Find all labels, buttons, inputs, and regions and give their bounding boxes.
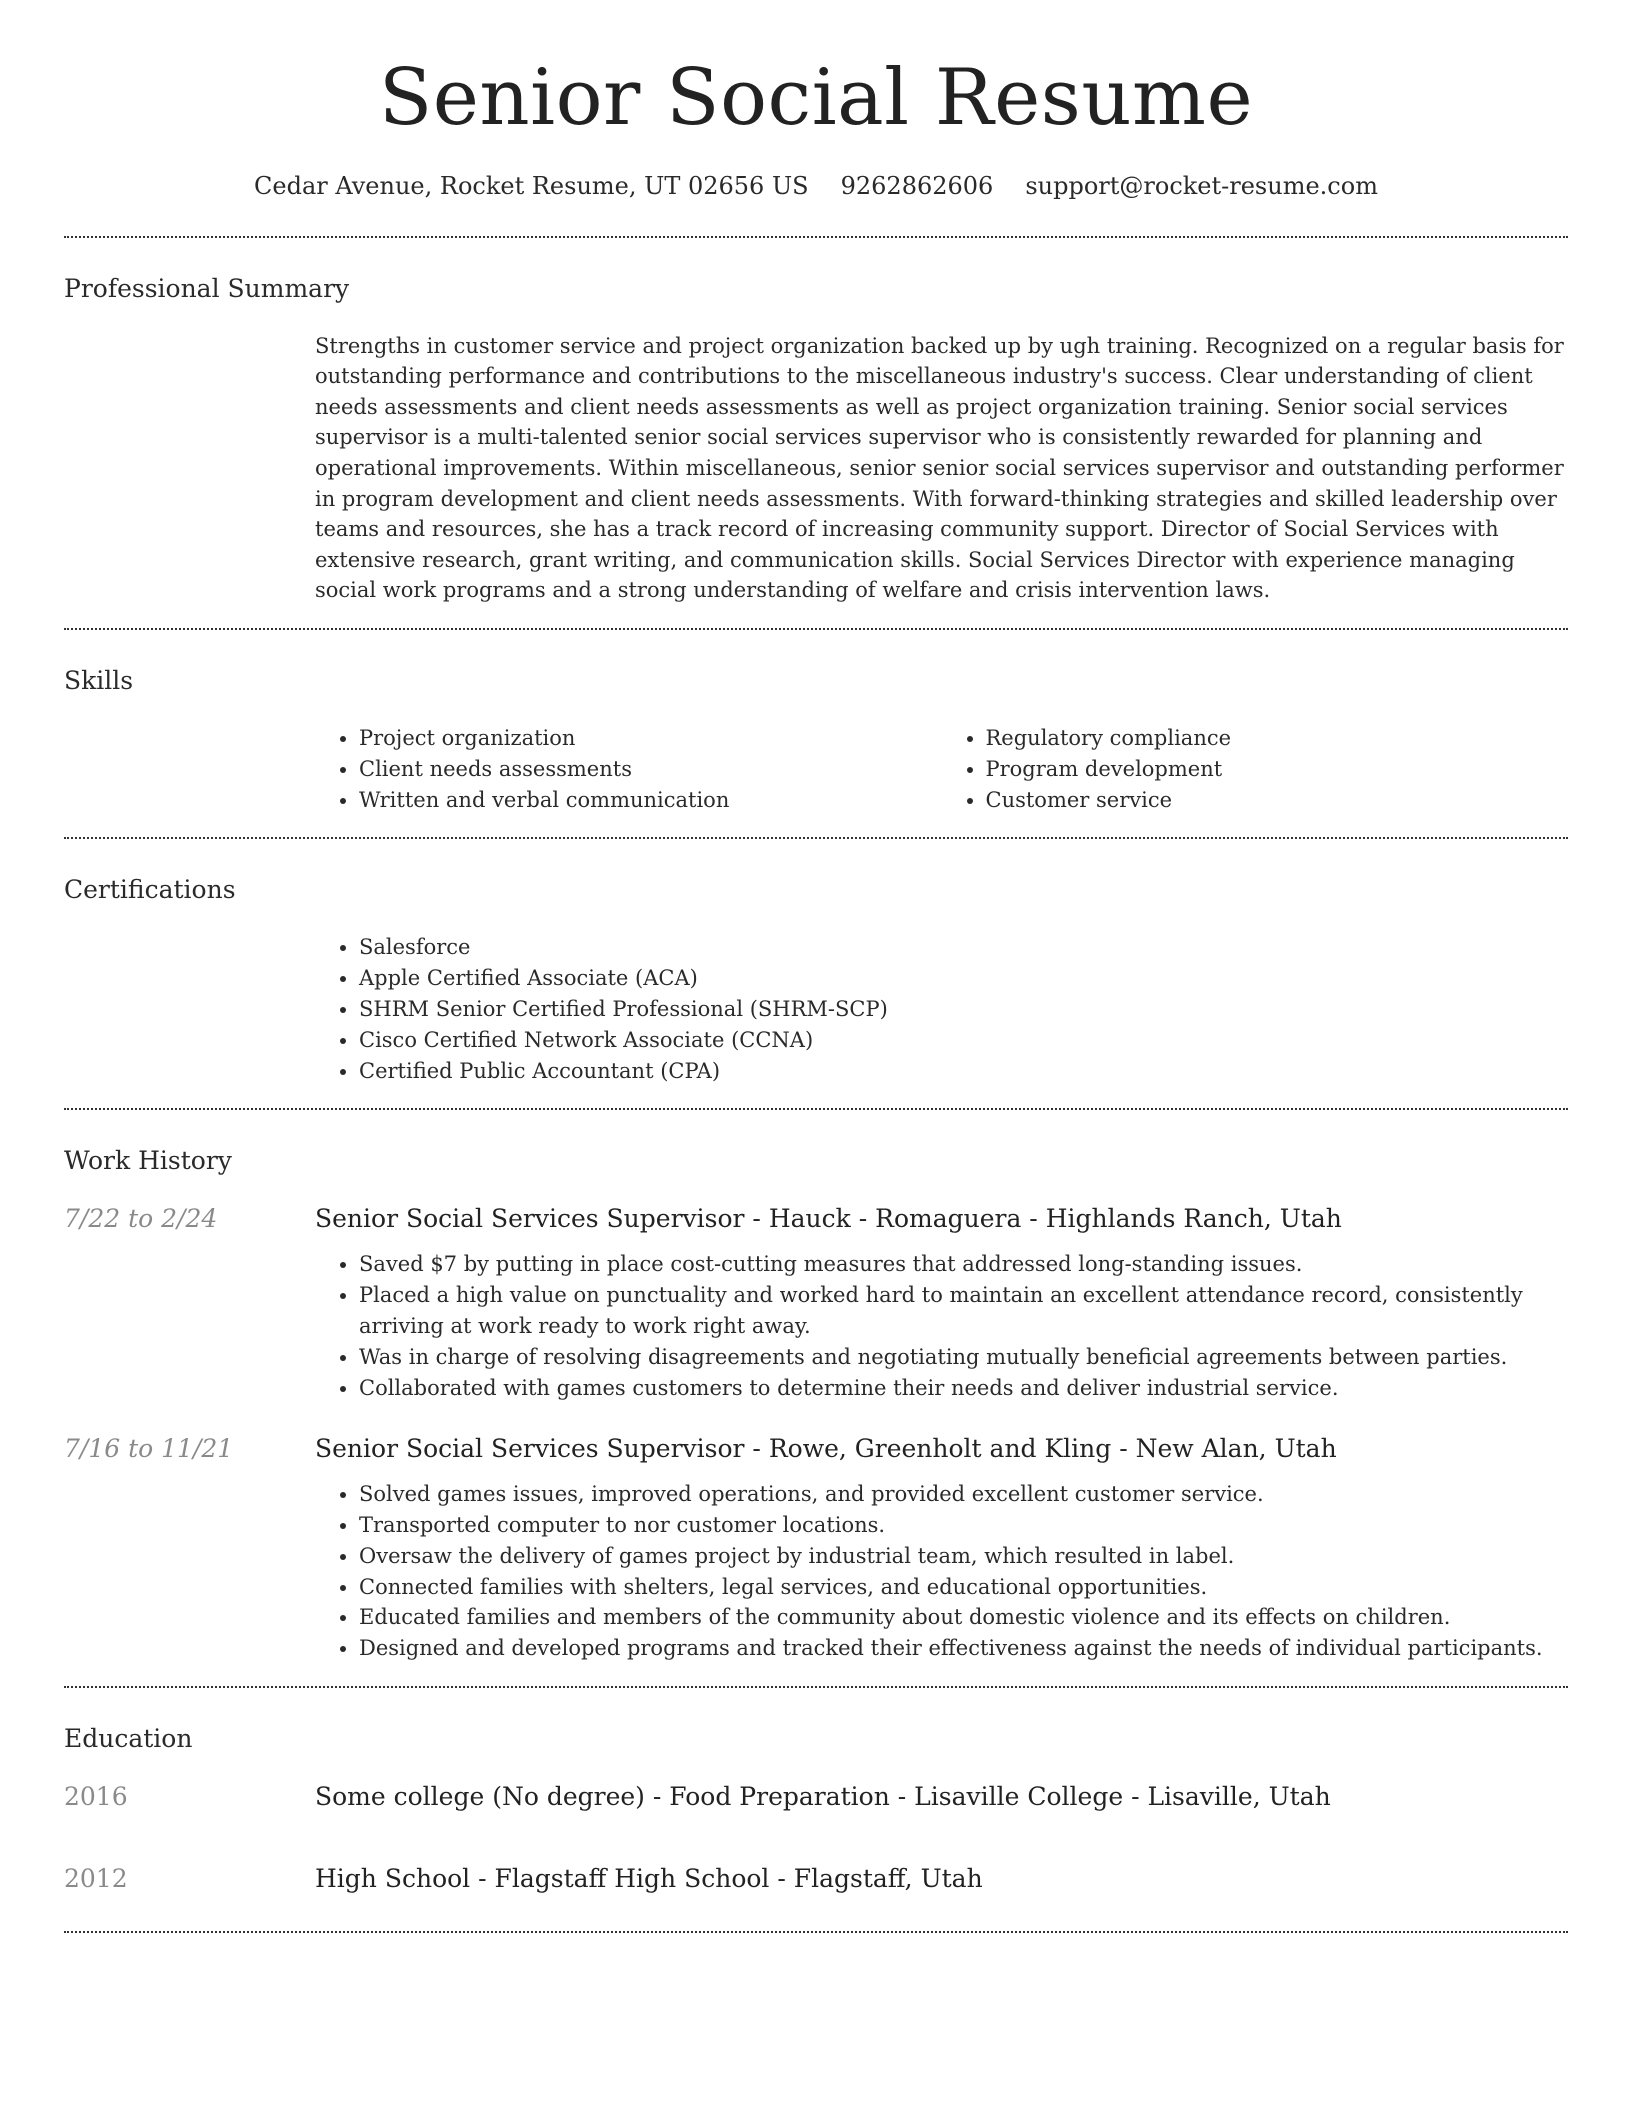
- certifications-list: [315, 932, 1568, 1086]
- resume-name: Senior Social Resume: [378, 53, 1254, 143]
- work-section: [64, 1110, 1568, 1686]
- work-date: 7/16 to 11/21: [64, 1434, 234, 1464]
- work-bullets: [315, 1479, 1568, 1664]
- skill-item: • Project organization: [359, 723, 942, 754]
- work-bullet: • Oversaw the delivery of games project by industrial team, which resulted in label.: [359, 1541, 1568, 1572]
- education-title: High School - Flagstaff High School - Flagstaff, Utah: [315, 1864, 983, 1894]
- education-details: [315, 1863, 1568, 1909]
- skills-list-left: [315, 723, 942, 815]
- skills-list-right: [942, 723, 1569, 815]
- work-details: [315, 1203, 1568, 1403]
- skill-item: • Regulatory compliance: [986, 723, 1569, 754]
- education-date: 2016: [64, 1782, 128, 1812]
- work-date: 7/22 to 2/24: [64, 1204, 218, 1234]
- work-bullet: • Designed and developed programs and tracked their effectiveness against the needs of individual participants.: [359, 1633, 1568, 1664]
- work-bullet: • Was in charge of resolving disagreements and negotiating mutually beneficial agreements between parties.: [359, 1342, 1568, 1373]
- skill-item: • Customer service: [986, 785, 1569, 816]
- work-title: Senior Social Services Supervisor - Rowe, Greenholt and Kling - New Alan, Utah: [315, 1434, 1337, 1464]
- education-entry: [64, 1781, 1568, 1827]
- certification-item: • Cisco Certified Network Associate (CCNA): [359, 1025, 1568, 1056]
- section-divider: [64, 1931, 1568, 1933]
- education-date: 2012: [64, 1864, 128, 1894]
- summary-section: [64, 238, 1568, 628]
- certification-item: • Certified Public Accountant (CPA): [359, 1056, 1568, 1087]
- certifications-heading: Certifications: [64, 875, 236, 905]
- contact-email: support@rocket-resume.com: [1025, 171, 1378, 200]
- work-bullets: [315, 1249, 1568, 1403]
- work-bullet: • Transported computer to nor customer locations.: [359, 1510, 1568, 1541]
- contact-line: [64, 172, 1568, 200]
- work-bullet: • Educated families and members of the community about domestic violence and its effects on children.: [359, 1602, 1568, 1633]
- certification-item: • SHRM Senior Certified Professional (SHRM-SCP): [359, 994, 1568, 1025]
- education-details: [315, 1781, 1568, 1827]
- work-bullet: • Solved games issues, improved operations, and provided excellent customer service.: [359, 1479, 1568, 1510]
- contact-address: Cedar Avenue, Rocket Resume, UT 02656 US: [254, 171, 809, 200]
- work-title: Senior Social Services Supervisor - Hauck - Romaguera - Highlands Ranch, Utah: [315, 1204, 1342, 1234]
- work-heading: Work History: [64, 1146, 232, 1176]
- skills-heading: Skills: [64, 665, 134, 695]
- skill-item: • Program development: [986, 754, 1569, 785]
- skill-item: • Client needs assessments: [359, 754, 942, 785]
- work-bullet: • Saved $7 by putting in place cost-cutting measures that addressed long-standing issues.: [359, 1249, 1568, 1280]
- summary-heading: Professional Summary: [64, 273, 350, 303]
- education-entry: [64, 1863, 1568, 1909]
- work-bullet: • Collaborated with games customers to determine their needs and deliver industrial service.: [359, 1373, 1568, 1404]
- certification-item: • Apple Certified Associate (ACA): [359, 963, 1568, 994]
- certifications-section: [64, 839, 1568, 1108]
- certification-item: • Salesforce: [359, 932, 1568, 963]
- work-entry: [64, 1203, 1568, 1403]
- work-bullet: • Connected families with shelters, legal services, and educational opportunities.: [359, 1572, 1568, 1603]
- education-title: Some college (No degree) - Food Preparation - Lisaville College - Lisaville, Utah: [315, 1782, 1331, 1812]
- education-heading: Education: [64, 1724, 193, 1754]
- skills-grid: [315, 723, 1568, 815]
- education-section: [64, 1688, 1568, 1931]
- resume-header: [64, 0, 1568, 200]
- summary-text: Strengths in customer service and project organization backed up by ugh training. Recognized on a regular basis for outstanding performance and contributions to the miscellaneous industry's success. Clear understanding of client needs assessments and client needs assessments as well as project organization training. Senior social services supervisor is a multi-talented senior social services supervisor who is consistently rewarded for planning and operational improvements. Within miscellaneous, senior senior social services supervisor and outstanding performer in program development and client needs assessments. With forward-thinking strategies and skilled leadership over teams and resources, she has a track record of increasing community support. Director of Social Services with extensive research, grant writing, and communication skills. Social Services Director with experience managing social work programs and a strong understanding of welfare and crisis intervention laws.: [315, 333, 1564, 603]
- skills-section: [64, 630, 1568, 837]
- summary-body: [315, 331, 1568, 606]
- certifications-body: [315, 932, 1568, 1086]
- work-bullet: • Placed a high value on punctuality and worked hard to maintain an excellent attendance record, consistently arriving at work ready to work right away.: [359, 1280, 1568, 1342]
- work-details: [315, 1433, 1568, 1664]
- contact-phone: 9262862606: [840, 171, 994, 200]
- work-entry: [64, 1433, 1568, 1664]
- skill-item: • Written and verbal communication: [359, 785, 942, 816]
